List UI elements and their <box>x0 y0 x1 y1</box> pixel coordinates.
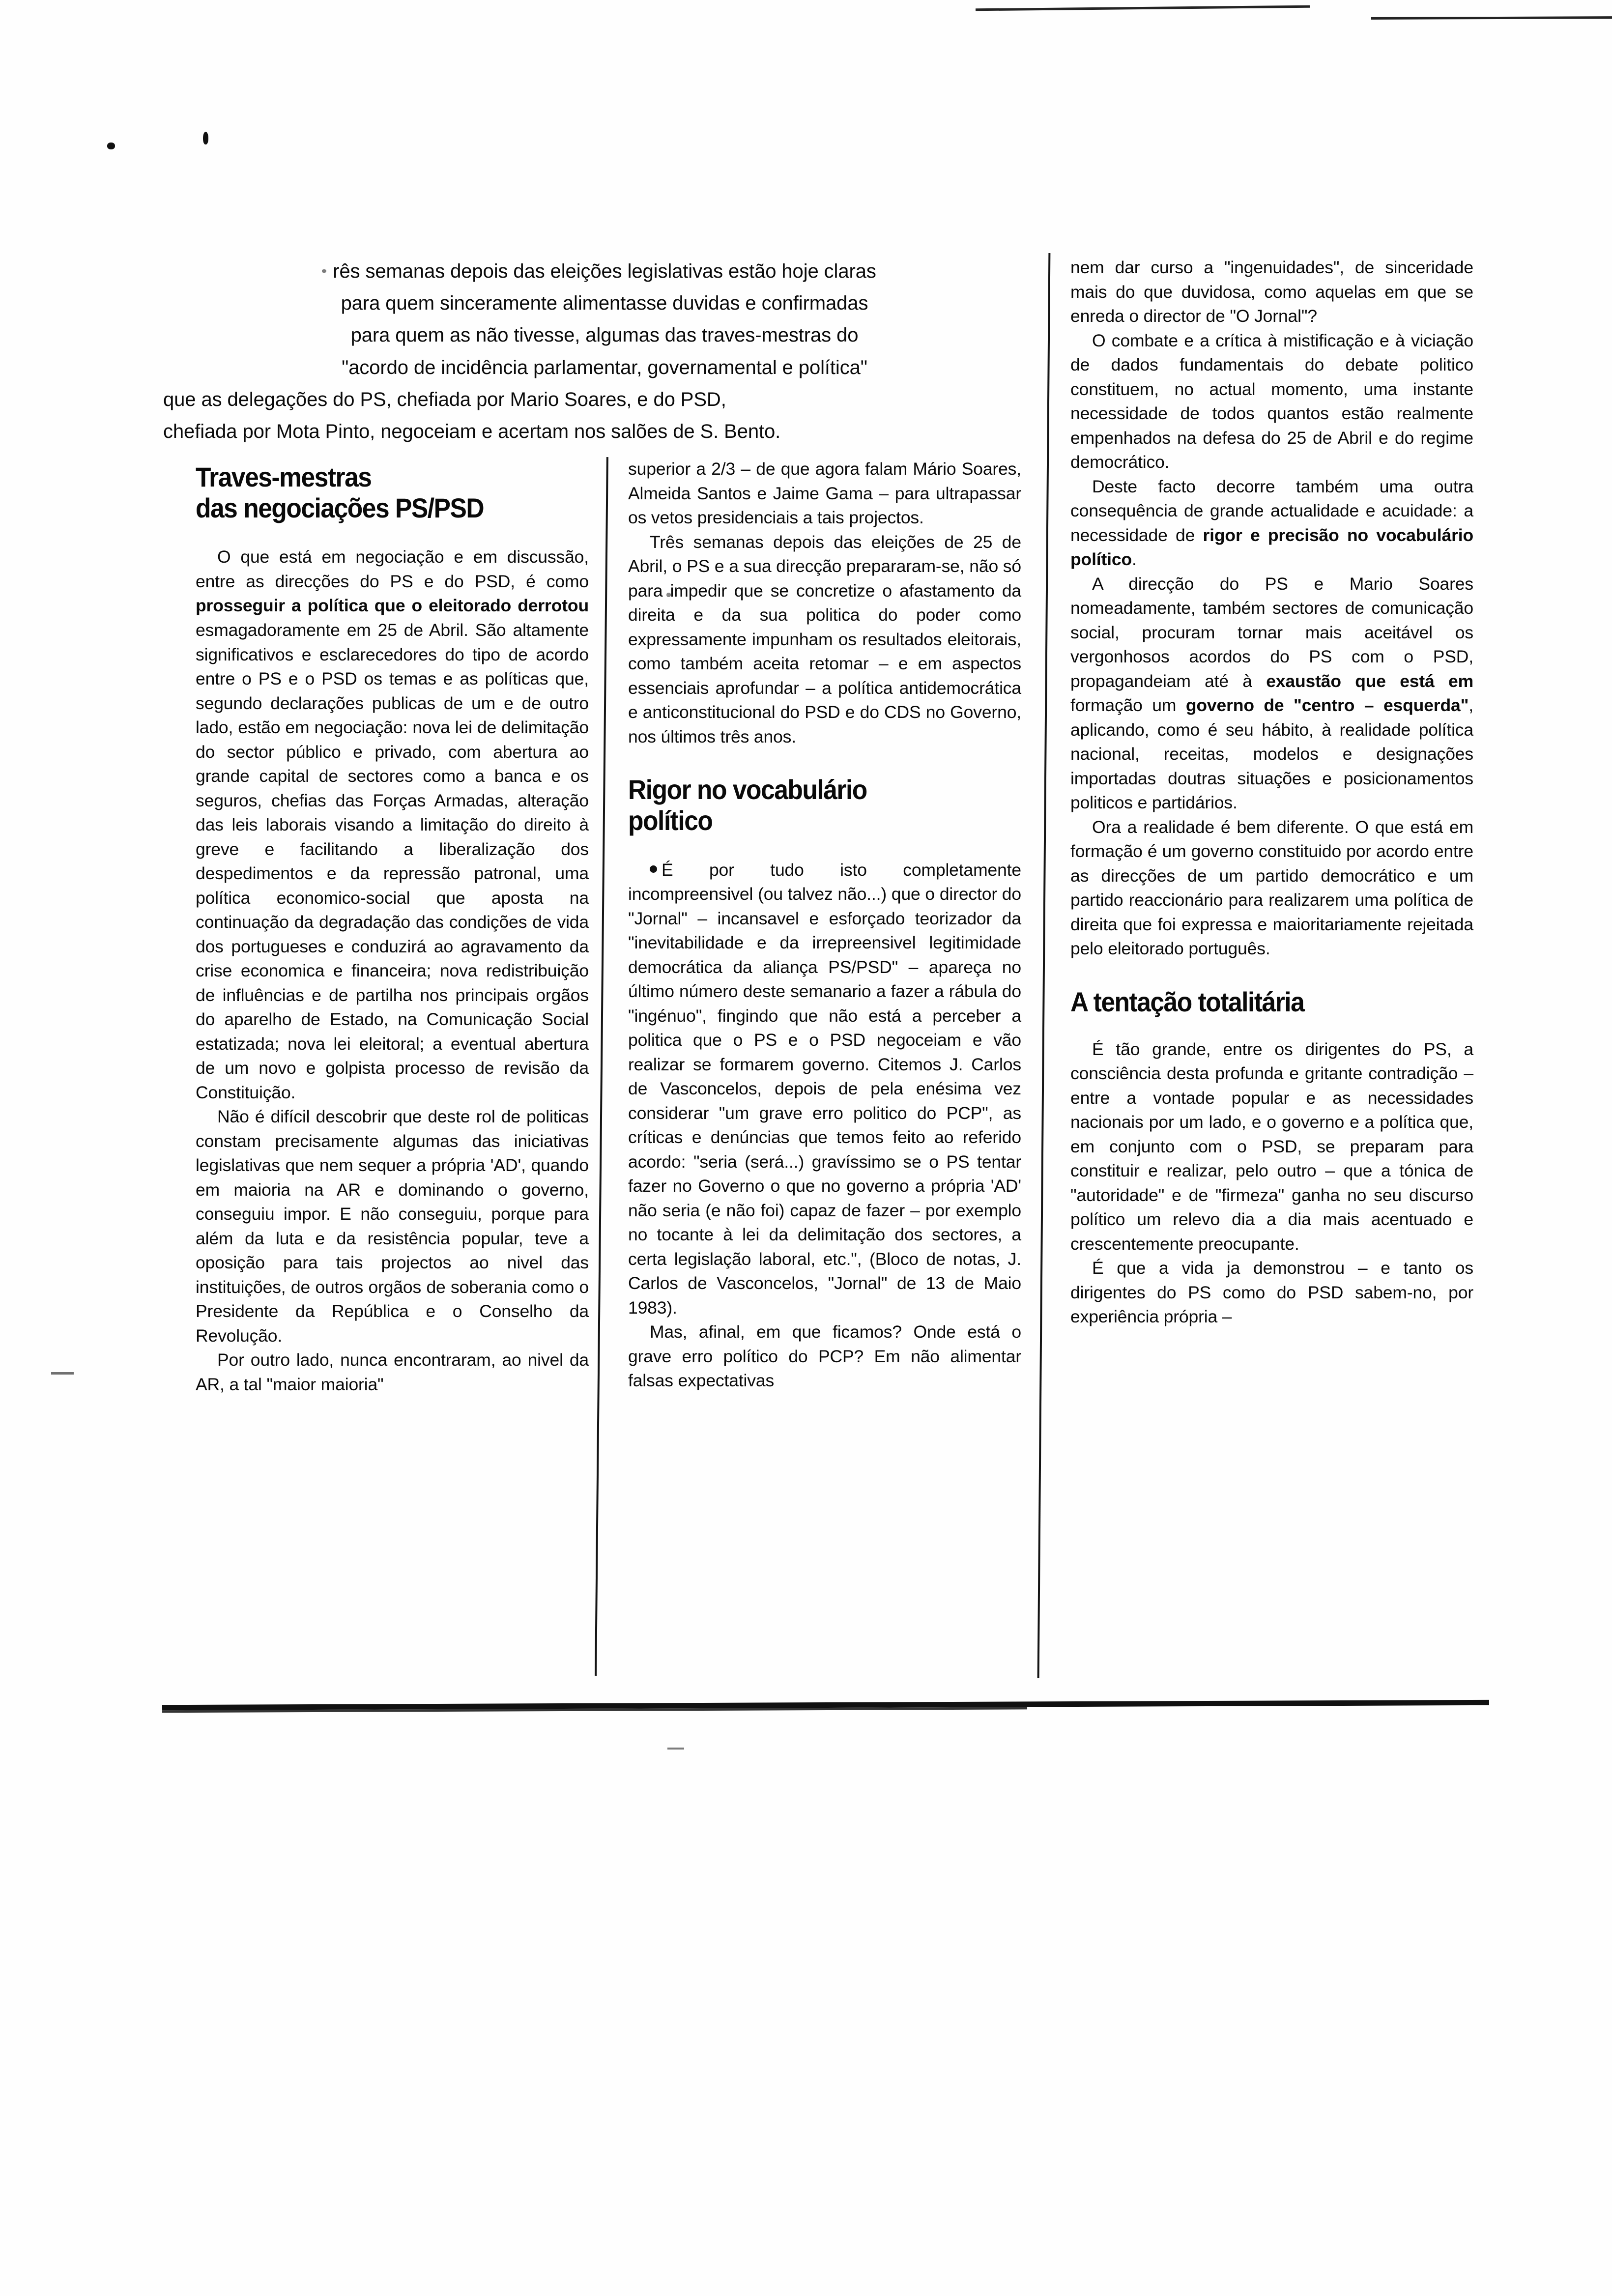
bottom-horizontal-rule <box>162 1700 1489 1710</box>
paragraph: superior a 2/3 – de que agora falam Mário Soares, Almeida Santos e Jaime Gama – para ultrapassar os vetos presidenciais a tais projectos. <box>628 459 1021 528</box>
article-column-3 <box>1070 256 1473 1329</box>
scan-margin-tick <box>51 1372 74 1375</box>
lead-paragraph <box>163 256 1032 448</box>
headline-line: Traves-mestras <box>196 461 372 492</box>
scan-speck <box>107 143 115 149</box>
article-column-1 <box>196 462 589 1397</box>
paragraph: É que a vida ja demonstrou – e tanto os dirigentes do PS como do PSD sabem-no, por experiência própria – <box>1070 1258 1473 1327</box>
section-headline-traves-mestras <box>196 462 557 523</box>
column-divider-rule <box>595 457 608 1676</box>
article-column-2 <box>628 457 1021 1393</box>
lead-line: rês semanas depois das eleições legislativas estão hoje claras <box>333 260 876 282</box>
scan-artifact-line-top-right <box>1371 16 1612 20</box>
bullet-icon <box>650 865 657 873</box>
section-headline-rigor-vocabulario <box>628 775 990 836</box>
paragraph: A direcção do PS e Mario Soares nomeadamente, também sectores de comunicação social, procuram tornar mais aceitável os vergonhosos acordos do PS com o PSD, propagandeiam até à exaustão que está em formação um governo de "centro – esquerda", aplicando, como é seu hábito, à realidade política nacional, receitas, modelos e designações importadas doutras situações e posicionamentos politicos e partidários. <box>1070 574 1473 813</box>
lead-line: para quem as não tivesse, algumas das traves-mestras do <box>350 324 859 346</box>
paragraph: Mas, afinal, em que ficamos? Onde está o grave erro político do PCP? Em não alimentar falsas expectativas <box>628 1322 1021 1391</box>
paragraph: Não é difícil descobrir que deste rol de politicas constam precisamente algumas das iniciativas legislativas que nem sequer a própria 'AD', quando em maioria na AR e dominando o governo, conseguiu impor. E não conseguiu, porque para além da luta e da resistência popular, teve a oposição para tais projectos ao nivel das instituições, de outros orgãos de soberania como o Presidente da República e o Conselho da Revolução. <box>196 1107 589 1346</box>
scan-artifact-line-top <box>976 5 1310 11</box>
paragraph: É tão grande, entre os dirigentes do PS, a consciência desta profunda e gritante contradição – entre a vontade popular e as necessidades nacionais por um lado, e o governo e a política que, em conjunto com o PSD, se preparam para constituir e realizar, pelo outro – que a tónica de "autoridade" e de "firmeza" ganha no seu discurso político um relevo dia a dia mais acentuado e crescentemente preocupante. <box>1070 1039 1473 1254</box>
scan-speck <box>203 132 208 144</box>
headline-line: político <box>628 804 713 836</box>
paragraph: Três semanas depois das eleições de 25 de Abril, o PS e a sua direcção prepararam-se, não só para impedir que se concretize o afastamento da direita e da sua politica do poder como expressamente impunham os resultados eleitorais, como também aceita retomar – e em aspectos essenciais aprofundar – a política antidemocrática e anticonstitucional do PSD e do CDS no Governo, nos últimos três anos. <box>628 532 1021 746</box>
paragraph: Deste facto decorre também uma outra consequência de grande actualidade e acuidade: a necessidade de rigor e precisão no vocabulário político. <box>1070 476 1473 570</box>
headline-line: A tentação totalitária <box>1070 986 1304 1017</box>
headline-line: das negociações PS/PSD <box>196 492 484 523</box>
paragraph: O combate e a crítica à mistificação e à viciação de dados fundamentais do debate politico constituem, no actual momento, uma instante necessidade de todos quantos estão realmente empenhados na defesa do 25 de Abril e do regime democrático. <box>1070 330 1473 472</box>
paragraph: É por tudo isto completamente incompreensivel (ou talvez não...) que o director do "Jornal" – incansavel e esforçado teorizador da "inevitabilidade e da irrepreensivel legitimidade democrática da aliança PS/PSD" – apareça no último número deste semanario a fazer a rábula do "ingénuo", fingindo que não está a perceber a politica que o PS e o PSD negoceiam e vão realizar se formarem governo. Citemos J. Carlos de Vasconcelos, depois de pela enésima vez considerar "um grave erro politico do PCP", as críticas e denúncias que temos feito ao referido acordo: "seria (será...) gravíssimo se o PS tentar fazer no Governo o que no governo a própria 'AD' não seria (e não foi) capaz de fazer – por exemplo no tocante à lei da delimitação dos sectores, a certa legislação laboral, etc.", (Bloco de notas, J. Carlos de Vasconcelos, "Jornal" de 13 de Maio 1983). <box>628 860 1021 1318</box>
lead-line: chefiada por Mota Pinto, negoceiam e acertam nos salões de S. Bento. <box>163 420 781 442</box>
headline-line: Rigor no vocabulário <box>628 774 867 805</box>
column-divider-rule <box>1037 253 1051 1678</box>
paragraph: O que está em negociação e em discussão, entre as direcções do PS e do PSD, é como prosseguir a política que o eleitorado derrotou esmagadoramente em 25 de Abril. São altamente significativos e esclarecedores do tipo de acordo entre o PS e o PSD os temas e as políticas que, segundo declarações publicas de um e de outro lado, estão em negociação: nova lei de delimitação do sector público e privado, com abertura ao grande capital de sectores como a banca e os seguros, chefias das Forças Armadas, alteração das leis laborais visando a limitação do direito à greve e facilitando a liberalização dos despedimentos e da repressão patronal, uma política economico-social que aposta na continuação da degradação das condições de vida dos portugueses e conduzirá ao agravamento da crise economica e financeira; nova redistribuição de influências e de partilha nos principais orgãos do aparelho de Estado, na Comunicação Social estatizada; nova lei eleitoral; a eventual abertura de um novo e golpista processo de revisão da Constituição. <box>196 547 589 1102</box>
scan-margin-tick <box>667 1748 684 1750</box>
lead-line: para quem sinceramente alimentasse duvidas e confirmadas <box>341 292 868 315</box>
paragraph: nem dar curso a "ingenuidades", de sinceridade mais do que duvidosa, como aquelas em que se enreda o director de "O Jornal"? <box>1070 258 1473 326</box>
section-headline-tentacao-totalitaria <box>1070 987 1441 1018</box>
lead-line: "acordo de incidência parlamentar, governamental e política" <box>342 356 867 378</box>
paragraph: Por outro lado, nunca encontraram, ao nivel da AR, a tal "maior maioria" <box>196 1350 589 1394</box>
lead-line: que as delegações do PS, chefiada por Mario Soares, e do PSD, <box>163 388 726 410</box>
paragraph: Ora a realidade é bem diferente. O que está em formação é um governo constituido por acordo entre as direcções de um partido democrático e um partido reaccionário para realizarem uma política de direita que foi expressa e maioritariamente rejeitada pelo eleitorado português. <box>1070 817 1473 959</box>
